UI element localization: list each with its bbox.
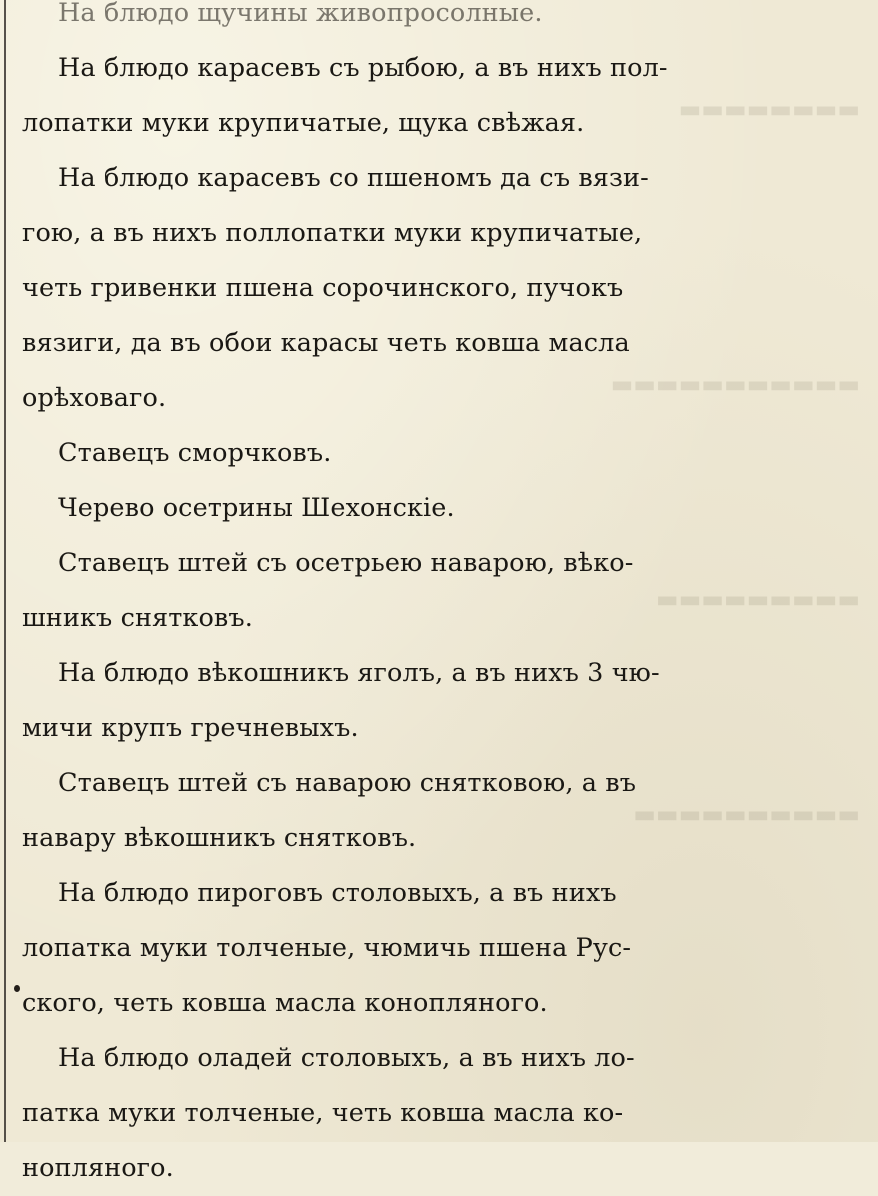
- text-line: шникъ снятковъ.: [22, 603, 253, 633]
- text-line: вязиги, да въ обои карасы четь ковша масла: [22, 328, 630, 358]
- text-line: На блюдо щучины живопросолные.: [58, 0, 543, 28]
- margin-ink-dot: [14, 985, 20, 992]
- text-line: лопатка муки толченые, чюмичь пшена Рус-: [22, 933, 632, 963]
- text-line: Ставецъ сморчковъ.: [58, 438, 332, 468]
- page-left-edge-rule: [4, 0, 6, 1142]
- bleed-through-shadow: ▬▬▬▬▬▬▬▬▬: [655, 585, 860, 613]
- text-line: Черево осетрины Шехонскіе.: [58, 493, 455, 523]
- text-line: На блюдо вѣкошникъ яголъ, а въ нихъ 3 чю-: [58, 658, 660, 688]
- bleed-through-shadow: ▬▬▬▬▬▬▬▬: [678, 95, 860, 123]
- text-line: Ставецъ штей съ наварою снятковою, а въ: [58, 768, 637, 798]
- text-line: гою, а въ нихъ поллопатки муки крупичатые,: [22, 218, 643, 248]
- text-line: патка муки толченые, четь ковша масла ко-: [22, 1098, 624, 1128]
- text-line: ского, четь ковша масла конопляного.: [22, 988, 548, 1018]
- body-text: [22, 0, 854, 1196]
- text-line: орѣховаго.: [22, 383, 167, 413]
- text-line: На блюдо карасевъ со пшеномъ да съ вязи-: [58, 163, 649, 193]
- bleed-through-shadow: ▬▬▬▬▬▬▬▬▬▬: [633, 800, 860, 828]
- text-line: четь гривенки пшена сорочинского, пучокъ: [22, 273, 624, 303]
- bleed-through-shadow: ▬▬▬▬▬▬▬▬▬▬▬: [610, 370, 860, 398]
- text-line: мичи крупъ гречневыхъ.: [22, 713, 359, 743]
- text-line: Ставецъ штей съ осетрьею наварою, вѣко-: [58, 548, 634, 578]
- text-line: На блюдо пироговъ столовыхъ, а въ нихъ: [58, 878, 617, 908]
- text-line: навару вѣкошникъ снятковъ.: [22, 823, 417, 853]
- text-line: На блюдо оладей столовыхъ, а въ нихъ ло-: [58, 1043, 635, 1073]
- text-line: нопляного.: [22, 1153, 174, 1183]
- text-line: лопатки муки крупичатые, щука свѣжая.: [22, 108, 585, 138]
- text-line: На блюдо карасевъ съ рыбою, а въ нихъ пол-: [58, 53, 668, 83]
